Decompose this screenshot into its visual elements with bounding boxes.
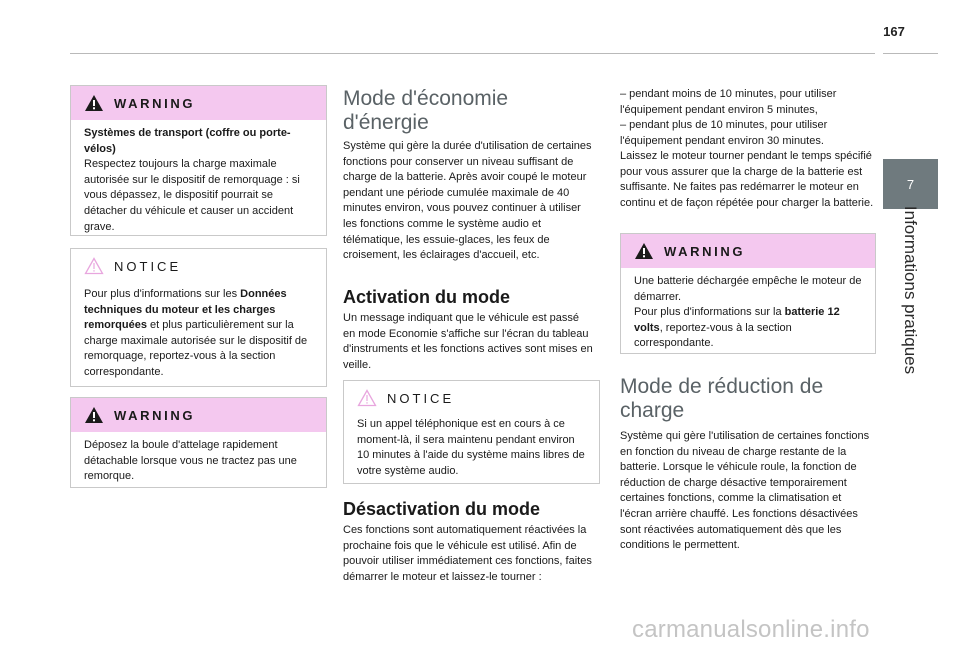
warning-body: Déposez la boule d'attelage rapidement détachable lorsque vous ne tractez pas une remorque.	[84, 439, 297, 483]
watermark: carmanualsonline.info	[632, 616, 870, 643]
notice-body: Si un appel téléphonique est en cours à ce moment-là, il sera maintenu pendant environ 10 minutes à l'aide du système mains libres de votre système audio.	[357, 418, 585, 477]
notice-box-data	[70, 248, 327, 387]
eco-title-line2: d'énergie	[343, 111, 429, 134]
top-rule	[70, 53, 875, 54]
deactivation-title: Désactivation du mode	[343, 499, 541, 519]
warning-title: WARNING	[664, 243, 746, 259]
warning-text-2-after: , reportez-vous à la section correspondante.	[634, 321, 792, 350]
chapter-tab[interactable]: 7	[883, 159, 938, 209]
warning-header	[71, 398, 326, 432]
eco-mode-title	[343, 87, 583, 135]
warning-text-2-bold: batterie 12 volts	[634, 306, 840, 334]
reduction-title-line1: Mode de réduction de	[620, 375, 824, 398]
warning-header	[621, 234, 875, 268]
notice-icon	[357, 389, 377, 407]
warning-body	[71, 120, 326, 243]
bullet-over-10-min: – pendant plus de 10 minutes, pour utiliser l'équipement pendant environ 30 minutes.	[620, 119, 828, 147]
activation-title: Activation du mode	[343, 287, 511, 307]
notice-text-before: Pour plus d'informations sur les	[84, 288, 241, 300]
warning-box-transport	[70, 85, 327, 236]
notice-title: NOTICE	[387, 390, 455, 406]
deactivation-text: Ces fonctions sont automatiquement réactivées la prochaine fois que le véhicule est utilisé. Afin de pouvoir utiliser immédiatement ces fonctions, faites démarrer le moteur et laissez-le tourner :	[343, 524, 592, 583]
warning-icon	[84, 94, 104, 112]
warning-box-battery	[620, 233, 876, 354]
notice-box-phone	[343, 380, 600, 484]
warning-icon	[634, 242, 654, 260]
warning-box-towball	[70, 397, 327, 488]
bullet-under-10-min: – pendant moins de 10 minutes, pour utiliser l'équipement pendant environ 5 minutes,	[620, 88, 837, 116]
notice-title: NOTICE	[114, 258, 182, 274]
warning-header	[71, 86, 326, 120]
warning-body	[621, 268, 875, 360]
notice-body	[71, 283, 326, 389]
warning-text-2-before: Pour plus d'informations sur la	[634, 306, 785, 319]
warning-title: WARNING	[114, 407, 196, 423]
warning-text: Respectez toujours la charge maximale autorisée sur le dispositif de remorquage : si vous dépassez, le dispositif pourrait se détacher du véhicule et causer un accident grave.	[84, 158, 300, 233]
eco-title-line1: Mode d'économie	[343, 87, 509, 110]
chapter-title: Informations pratiques	[901, 205, 920, 375]
load-reduction-text: Système qui gère l'utilisation de certaines fonctions en fonction du niveau de charge restante de la batterie. Lorsque le véhicule roule, la fonction de réduction de charge désactive temporairement certaines fonctions, comme la climatisation et l'écran arrière chauffé. Les fonctions désactivées sont réactivées automatiquement dès que les conditions le permettent.	[620, 430, 870, 552]
chapter-rule	[883, 53, 938, 54]
warning-title: WARNING	[114, 95, 196, 111]
load-reduction-title	[620, 375, 870, 423]
notice-text-after: et plus particulièrement sur la charge maximale autorisée sur le dispositif de remorquage, reportez-vous à la section correspondante.	[84, 319, 308, 378]
activation-text: Un message indiquant que le véhicule est passé en mode Economie s'affiche sur l'écran du tableau d'instruments et les fonctions actives sont mises en veille.	[343, 312, 593, 371]
warning-icon	[84, 406, 104, 424]
notice-header	[71, 249, 326, 283]
notice-text-bold: Données techniques du moteur et les charges remorquées	[84, 288, 287, 332]
notice-header	[344, 381, 599, 415]
reduction-title-line2: charge	[620, 399, 685, 422]
battery-advice-text: Laissez le moteur tourner pendant le temps spécifié pour vous assurer que la charge de la batterie est suffisante. Ne faites pas redémarrer le moteur en continu et de façon répétée pour charger la batterie.	[620, 150, 874, 209]
page-number: 167	[883, 24, 905, 39]
notice-icon	[84, 257, 104, 275]
warning-text-2	[634, 305, 863, 352]
eco-mode-text: Système qui gère la durée d'utilisation de certaines fonctions pour conserver un niveau suffisant de charge de la batterie. Après avoir coupé le moteur pendant une période cumulée maximale de 40 minutes environ, vous pouvez continuer à utiliser les fonctions comme le système audio et télématique, les essuie-glaces, les feux de croisement, les éclairages d'accueil, etc.	[343, 140, 592, 262]
warning-subtitle: Systèmes de transport (coffre ou porte-vélos)	[84, 127, 291, 155]
warning-text-1: Une batterie déchargée empêche le moteur de démarrer.	[634, 275, 862, 303]
